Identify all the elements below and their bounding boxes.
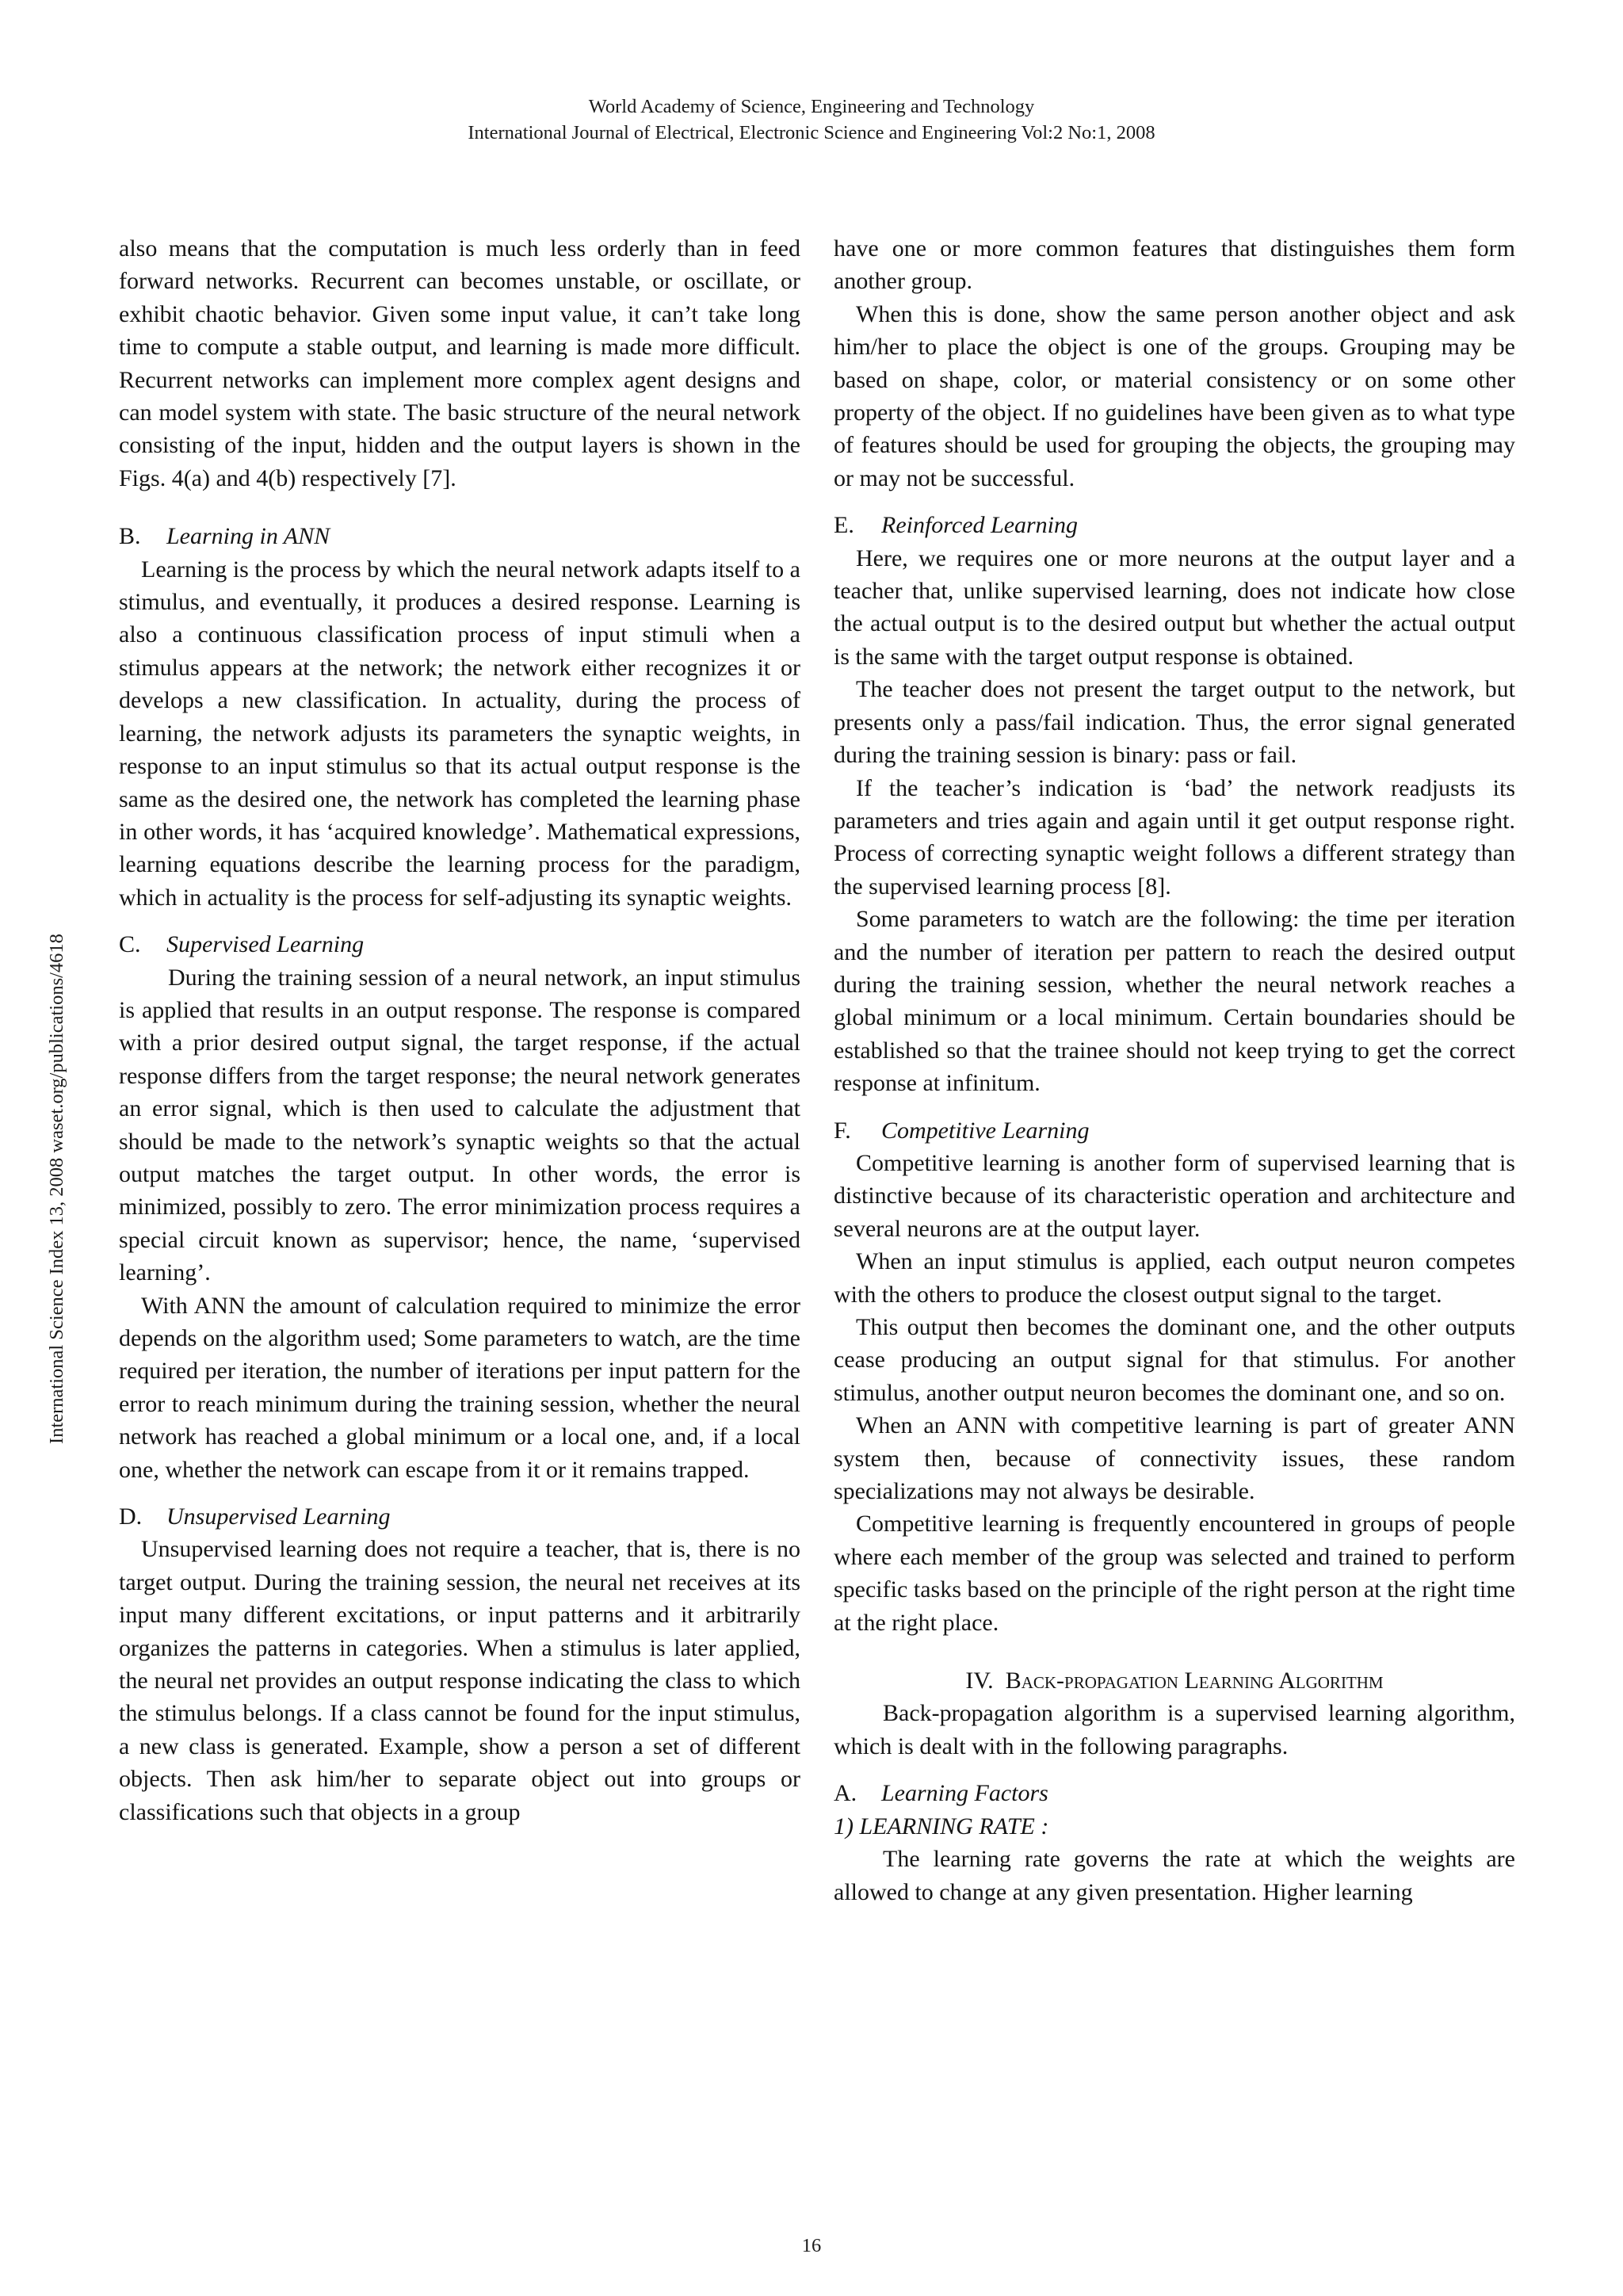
paragraph-supervised-2: With ANN the amount of calculation required to minimize the error depends on the algorithm used; Some parameters to watch, are the time required per iteration, the number of iterations per input pattern for the error to reach minimum during the training session, whether the neural network has reached a global minimum or a local one, and, if a local one, whether the network can escape from it or it remains trapped. <box>119 1292 800 1483</box>
section-heading-d <box>119 1500 800 1533</box>
section-heading-c <box>119 928 800 961</box>
subsection-heading-learning-rate: 1) LEARNING RATE : <box>834 1813 1049 1839</box>
paragraph-competitive-2: When an input stimulus is applied, each output neuron competes with the others to produce the closest output signal to the target. <box>834 1248 1515 1308</box>
left-column <box>119 232 800 1828</box>
paragraph-grouping: When this is done, show the same person another object and ask him/her to place the object is one of the groups. Grouping may be based on shape, color, or material consistency or on some other property of the object. If no guidelines have been given as to what type of features should be used for grouping the objects, the grouping may or may not be successful. <box>834 300 1515 491</box>
section-title: Unsupervised Learning <box>166 1503 391 1530</box>
section-heading-b <box>119 520 800 552</box>
paragraph-supervised-1: During the training session of a neural network, an input stimulus is applied that results in an output response. The response is compared with a prior desired output signal, the target response, if the actual response differs from the target response; the neural network generates an error signal, which is then used to calculate the adjustment that should be made to the network’s synaptic weights so that the actual output matches the target output. In other words, the error is minimized, possibly to zero. The error minimization process requires a special circuit known as supervisor; hence, the name, ‘supervised learning’. <box>119 964 800 1286</box>
running-header <box>0 94 1623 146</box>
section-number: IV. <box>965 1668 994 1694</box>
paragraph-competitive-4: When an ANN with competitive learning is part of greater ANN system then, because of connectivity issues, these random specializations may not always be desirable. <box>834 1412 1515 1505</box>
paragraph-groups-continued: have one or more common features that distinguishes them form another group. <box>834 235 1515 295</box>
right-column <box>834 232 1515 1908</box>
section-title: Supervised Learning <box>166 931 365 958</box>
section-title: Reinforced Learning <box>881 512 1079 539</box>
paragraph-unsupervised: Unsupervised learning does not require a teacher, that is, there is no target output. During the training session, the neural net receives at its input many different excitations, or input patterns and it arbitrarily organizes the patterns in categories. When a stimulus is later applied, the neural net provides an output response indicating the class to which the stimulus belongs. If a class cannot be found for the input stimulus, a new class is generated. Example, show a person a set of different objects. Then ask him/her to separate object out into groups or classifications such that objects in a group <box>119 1536 800 1825</box>
paragraph-learning-in-ann: Learning is the process by which the neural network adapts itself to a stimulus, and eventually, it produces a desired response. Learning is also a continuous classification process of input stimuli when a stimulus appears at the network; the network either recognizes it or develops a new classification. In actuality, during the process of learning, the network adjusts its parameters the synaptic weights, in response to an input stimulus so that its actual output response is the same as the desired one, the network has completed the learning phase in other words, it has ‘acquired knowledge’. Mathematical expressions, learning equations describe the learning process for the paradigm, which in actuality is the process for self-adjusting its synaptic weights. <box>119 556 800 911</box>
side-index-label: International Science Index 13, 2008 waset.org/publications/4618 <box>46 934 67 1444</box>
section-letter: D. <box>119 1503 143 1530</box>
section-letter: C. <box>119 931 141 958</box>
section-heading-iv <box>834 1664 1515 1697</box>
section-letter: A. <box>834 1780 857 1807</box>
section-letter: F. <box>834 1117 851 1144</box>
paragraph-competitive-3: This output then becomes the dominant one, and the other outputs cease producing an output signal for that stimulus. For another stimulus, another output neuron becomes the dominant one, and so on. <box>834 1314 1515 1406</box>
section-title: Learning Factors <box>881 1780 1048 1807</box>
paragraph-reinforced-4: Some parameters to watch are the following: the time per iteration and the number of iteration per pattern to reach the desired output during the training session, whether the neural network reaches a global minimum or a local minimum. Certain boundaries should be established so that the trainee should not keep trying to get the correct response at infinitum. <box>834 906 1515 1097</box>
section-title: Competitive Learning <box>881 1117 1090 1144</box>
paragraph-reinforced-2: The teacher does not present the target output to the network, but presents only a pass/fail indication. Thus, the error signal generated during the training session is binary: pass or fail. <box>834 676 1515 769</box>
paragraph-recurrent: also means that the computation is much less orderly than in feed forward networks. Recurrent can becomes unstable, or oscillate, or exhibit chaotic behavior. Given some input value, it can’t take long time to compute a stable output, and learning is made more difficult. Recurrent networks can implement more complex agent designs and can model system with state. The basic structure of the neural network consisting of the input, hidden and the output layers is shown in the Figs. 4(a) and 4(b) respectively [7]. <box>119 235 800 491</box>
paragraph-competitive-1: Competitive learning is another form of supervised learning that is distinctive because of its characteristic operation and architecture and several neurons are at the output layer. <box>834 1149 1515 1242</box>
section-heading-a <box>834 1777 1515 1809</box>
paragraph-reinforced-3: If the teacher’s indication is ‘bad’ the network readjusts its parameters and tries again and again until it get output response right. Process of correcting synaptic weight follows a different strategy than the supervised learning process [8]. <box>834 774 1515 900</box>
header-line-2: International Journal of Electrical, Electronic Science and Engineering Vol:2 No:1, 2008 <box>468 122 1155 143</box>
section-heading-f <box>834 1114 1515 1147</box>
paragraph-reinforced-1: Here, we requires one or more neurons at the output layer and a teacher that, unlike supervised learning, does not indicate how close the actual output is to the desired output but whether the actual output is the same with the target output response is obtained. <box>834 544 1515 670</box>
section-title: Back-propagation Learning Algorithm <box>1005 1668 1384 1694</box>
page-number: 16 <box>801 2235 822 2256</box>
section-title: Learning in ANN <box>166 523 330 550</box>
paragraph-competitive-5: Competitive learning is frequently encountered in groups of people where each member of the group was selected and trained to perform specific tasks based on the principle of the right person at the right time at the right place. <box>834 1511 1515 1636</box>
paragraph-backprop: Back-propagation algorithm is a supervised learning algorithm, which is dealt with in the following paragraphs. <box>834 1700 1515 1759</box>
header-line-1: World Academy of Science, Engineering and Technology <box>588 96 1035 117</box>
section-heading-e <box>834 509 1515 541</box>
paragraph-learning-rate: The learning rate governs the rate at which the weights are allowed to change at any given presentation. Higher learning <box>834 1846 1515 1905</box>
section-letter: B. <box>119 523 141 550</box>
section-letter: E. <box>834 512 854 539</box>
